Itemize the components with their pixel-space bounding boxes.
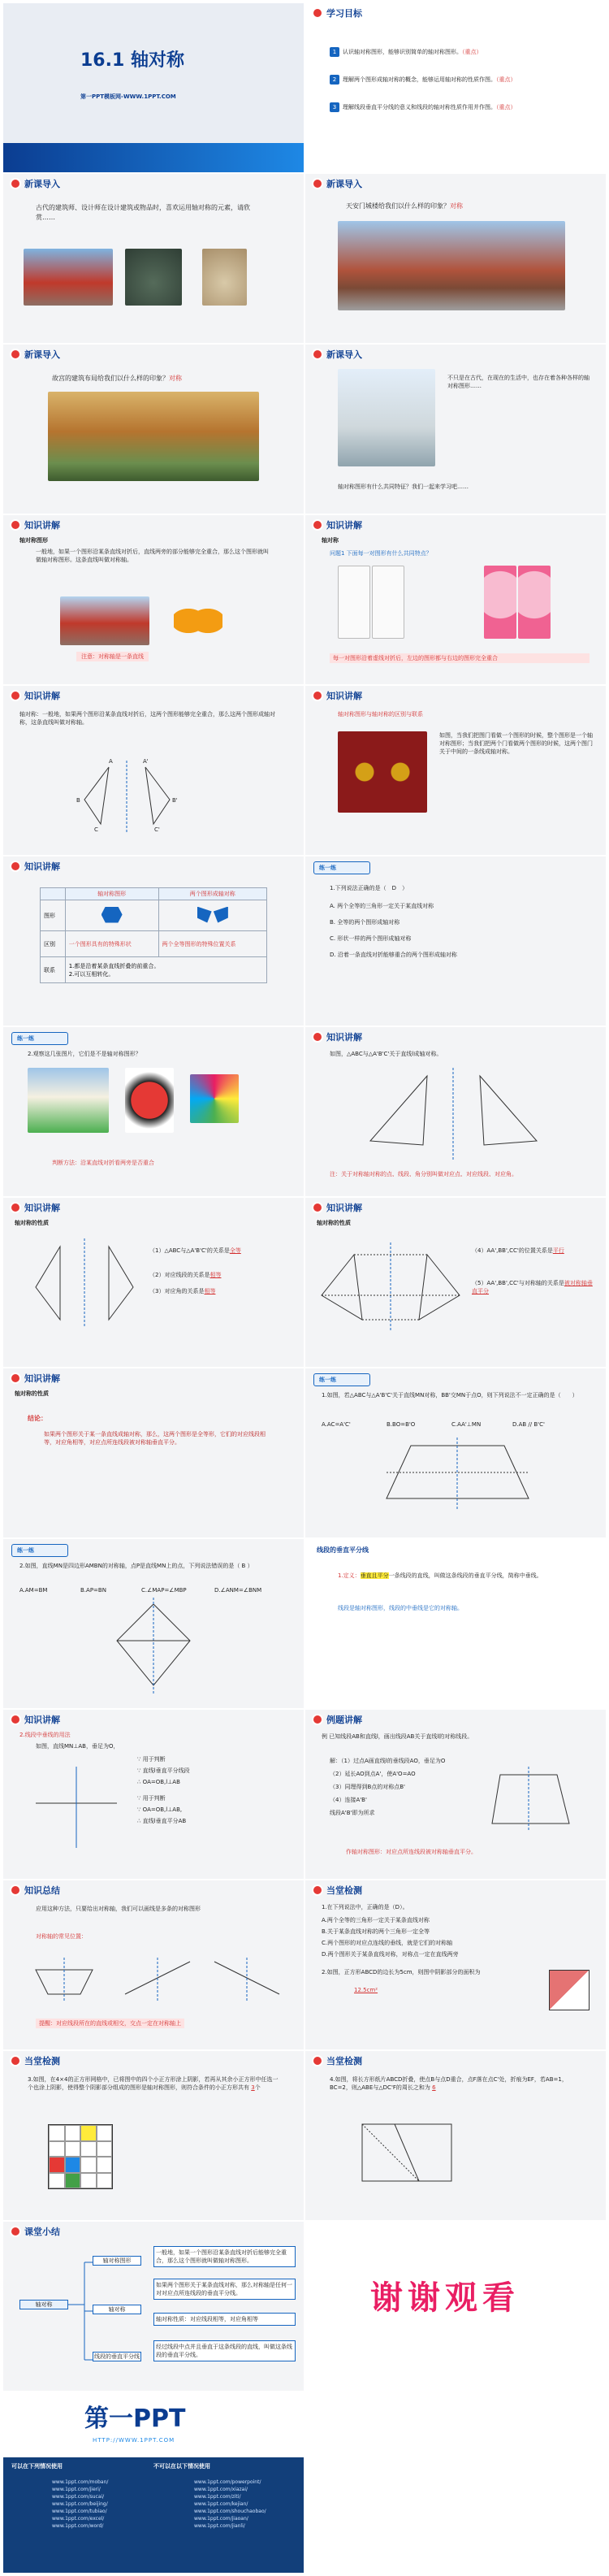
promo-left-title: 可以在下列情况使用 [11,2463,63,2470]
summary-detail-2: 如果两个图形关于某条直线对称，那么对称轴是任何一对对应点所连线段的垂直平分线。 [153,2279,296,2300]
slide-20-definition [338,1572,590,1580]
bullet-icon [313,1886,322,1894]
slide-3[interactable] [3,174,304,343]
slide-11[interactable] [3,856,304,1026]
slide-25[interactable] [3,2051,304,2220]
slide-5-title: 新课导入 [24,349,60,360]
slide-2-title: 学习目标 [326,8,362,19]
option-c: C.∠MAP=∠MBP [141,1587,187,1594]
slide-5-question [52,374,182,384]
bullet-icon [313,180,322,188]
slide-10-body: 如图，当我们把图门看做一个图形的时候，整个图形是一个轴对称图形；当我们把两个门看做两个图形的时候，这两个图门关于中间的一条线成轴对称。 [439,732,593,755]
slide-23-note: 提醒：对应线段所在的直线或相交，交点一定在对称轴上 [36,2019,184,2028]
step-5: ∵ OA=OB,l⊥AB, [137,1806,183,1813]
slide-26[interactable] [305,2051,606,2220]
option-a: A.AM=BM [19,1587,48,1594]
step-3: ∴ OA=OB,l⊥AB [137,1779,180,1785]
summary-detail-4: 经过线段中点并且垂直于这条线段的直线，叫做这条线段的垂直平分线。 [153,2340,296,2361]
promo-link-l6[interactable]: www.1ppt.com/word/ [52,2523,104,2529]
bullet-icon [11,521,19,529]
slide-22-note: 作轴对称图形：对应点所连线段被对称轴垂直平分。 [346,1849,477,1855]
slide-24[interactable] [305,1880,606,2049]
option-a: A. 两个全等的三角形一定关于某直线对称 [330,903,434,909]
bronze-vessel-photo [125,249,182,306]
table-head-1: 轴对称图形 [65,888,158,900]
pinwheel-image [190,1074,239,1123]
palace-axis-photo [60,596,149,645]
opera-mask-image [125,1068,174,1133]
trapezoid-diagram [305,1368,606,1537]
objective-1 [330,47,598,57]
promo-link-r4[interactable]: www.1ppt.com/shouchaobao/ [194,2509,266,2514]
slide-25-tail: 个 [254,2084,261,2091]
grid-cell [49,2125,65,2141]
slide-3-titlebar [3,174,60,193]
slide-29[interactable] [3,2392,304,2573]
slide-24-q1: 1.在下列说法中，正确的是（D）。 [322,1904,408,1910]
slide-17-lead: 结论： [28,1415,47,1422]
grid-cell [97,2173,113,2189]
grid-cell [65,2157,81,2173]
table-cell-relation: 1.都是沿着某条直线折叠的前重合。 2.可以互相转化。 [65,957,266,983]
slide-8-title: 知识讲解 [326,520,362,531]
slide-26-ans: 6 [432,2084,436,2091]
practice-badge [313,861,370,874]
slide-23[interactable] [3,1880,304,2049]
slide-10[interactable] [305,686,606,855]
property-2-text: （2）对应线段的关系是 [149,1272,210,1278]
label-A: A [109,758,113,765]
bullet-icon [313,521,322,529]
step-4: ∵ 用于判断 [137,1795,166,1802]
slide-4-title: 新课导入 [326,179,362,189]
peppa-right-image [518,566,551,639]
property-2 [149,1271,296,1279]
slide-20[interactable] [305,1539,606,1708]
label-A-prime: A' [143,758,149,765]
summary-detail-3: 轴对称性质：对应线段相等，对应角相等 [153,2313,296,2326]
option-b: B.AP=BN [80,1587,106,1594]
slide-26-q-text: 4.如图，将长方形纸片ABCD折叠，使点B与点D重合，点F落在点C'处，折痕为EF，若AB=1，BC=2，则△ABE与△DC'F的周长之和为 [330,2076,568,2091]
slide-25-q-text: 3.如图，在4×4的正方形网格中，已将图中的四个小正方形涂上阴影，若再从其余小正方形中任选一个也涂上阴影，使得整个阴影部分组成的图形是轴对称图形，则符合条件的小正方形共有 [28,2076,279,2091]
practice-badge-text: 练一练 [319,1377,336,1383]
tiananmen-photo [338,221,565,310]
promo-link-r6[interactable]: www.1ppt.com/jianli/ [194,2523,245,2529]
red-gate-photo [338,731,427,813]
slide-17-sub: 轴对称的性质 [15,1390,49,1397]
step-2: ∵ 直线l垂直平分线段 [137,1767,190,1774]
promo-link-l0[interactable]: www.1ppt.com/moban/ [52,2479,109,2485]
objective-3 [330,102,598,112]
slide-5-q-text: 故宫的建筑布局给我们以什么样的印象？ [52,375,169,382]
modern-building-photo [338,369,435,466]
door-right-image [372,566,404,639]
promo-link-r2[interactable]: www.1ppt.com/ziti/ [194,2494,241,2500]
table-cell-shape-a [65,900,158,931]
slide-7-titlebar [3,515,60,535]
summary-detail-1: 一般地，如果一个图形沿某条直线对折后能够完全重合，那么这个图形就叫做轴对称图形。 [153,2246,296,2267]
promo-logo: 第一PPT [84,2405,186,2433]
option-b: B.BO=B'O [387,1421,416,1428]
promo-right-title: 不可以在以下情况使用 [153,2463,210,2470]
palace-photo [24,249,113,306]
slide-10-sub: 轴对称图形与轴对称的区别与联系 [338,711,423,718]
table-cell-text: 一个图形具有的特殊形状 [68,940,132,948]
definition-rest: 一条线段的直线，叫做这条线段的垂直平分线，简称中垂线。 [388,1572,542,1579]
slide-16-title: 知识讲解 [326,1203,362,1213]
table-cell-shape-b [158,900,267,931]
grid-cell [65,2173,81,2189]
slide-18[interactable] [305,1368,606,1537]
slide-15[interactable] [3,1198,304,1367]
property-1-text: （1）△ABC与△A'B'C'的关系是 [149,1247,230,1254]
option-a: A.AC=A'C' [322,1421,351,1428]
option-b: B.关于某条直线对称的两个三角形一定全等 [322,1928,430,1935]
kite-diagram [3,1539,304,1708]
summary-root: 轴对称 [19,2300,68,2309]
slide-1-bottom-band [3,143,304,172]
slide-5[interactable] [3,345,304,514]
promo-link-r0[interactable]: www.1ppt.com/powerpoint/ [194,2479,261,2485]
door-left-image [338,566,370,639]
grid-cell [97,2157,113,2173]
slide-1[interactable] [3,3,304,172]
table-row-key: 图形 [41,900,66,931]
slide-17[interactable] [3,1368,304,1537]
bullet-icon [11,350,19,358]
solution-step-5: 线段A'B'即为所求 [330,1810,375,1816]
slide-7-note: 注意：对称轴是一条直线 [76,652,149,661]
slide-5-titlebar [3,345,60,364]
slide-3-title: 新课导入 [24,179,60,189]
slide-16[interactable] [305,1198,606,1367]
promo-link-r1[interactable]: www.1ppt.com/xiazai/ [194,2487,248,2492]
bullet-icon [11,2057,19,2065]
triangle-pair-diagram-2 [3,1198,304,1367]
slide-7[interactable] [3,515,304,684]
slide-6-titlebar [305,345,362,364]
promo-link-l2[interactable]: www.1ppt.com/sucai/ [52,2494,105,2500]
practice-badge-text: 练一练 [17,1547,34,1554]
slide-6-question: 轴对称图形有什么共同特征？我们一起来学习吧…… [338,484,469,490]
label-C: C [94,826,98,833]
slide-25-question [28,2075,279,2092]
slide-14-sub: 如图，△ABC与△A'B'C'关于直线l成轴对称。 [330,1051,443,1057]
slide-25-titlebar [3,2051,60,2071]
bullet-icon [11,862,19,870]
slide-5-hl: 对称 [169,375,182,382]
property-1-ans: 全等 [229,1247,241,1254]
label-B: B [76,797,80,804]
property-4-text: （4）AA',BB',CC'的位置关系是 [472,1247,553,1254]
property-3 [149,1287,296,1295]
bullet-icon [313,692,322,700]
objective-3-num: 3 [330,102,339,112]
slide-22[interactable] [305,1710,606,1879]
option-c: C.AA'⊥MN [451,1421,482,1428]
slide-4-hl: 对称 [450,202,463,210]
property-5-ans: 被对称轴垂直平分 [472,1280,593,1295]
slide-4-titlebar [305,174,362,193]
slide-12[interactable] [305,856,606,1026]
slide-21-sub: 2.线段中垂线的用法 [19,1732,71,1738]
grid-cell [80,2157,97,2173]
grid-cell [80,2173,97,2189]
promo-link-l5[interactable]: www.1ppt.com/excel/ [52,2516,105,2522]
grid-4x4 [48,2124,113,2189]
grid-cell [49,2157,65,2173]
property-4 [472,1247,598,1255]
slide-17-body: 如果两个图形关于某一条直线成轴对称，那么，这两个图形是全等形，它们的对应线段相等，对应角相等，对应点所连线段被对称轴垂直平分。 [44,1431,266,1446]
label-B-prime: B' [172,797,178,804]
slide-8-titlebar [305,515,362,535]
slide-8-note: 每一对图形沿着虚线对折后，左边的图形都与右边的图形完全重合 [330,653,590,663]
solution-step-3: （3）同理得到B点的对称点B' [330,1784,405,1790]
slide-13-note: 判断方法：沿某直线对折看两旁是否重合 [52,1160,154,1166]
slide-23-title: 知识总结 [24,1885,60,1896]
step-1: ∵ 用于判断 [137,1756,166,1763]
property-1 [149,1247,296,1255]
option-c: C.两个图形的对应点连线的垂线，就是它们的对称轴 [322,1940,453,1946]
slide-4-question [346,202,463,211]
slide-21[interactable] [3,1710,304,1879]
property-2-ans: 相等 [209,1272,222,1278]
promo-link-r3[interactable]: www.1ppt.com/kejian/ [194,2501,248,2507]
slide-22-title: 例题讲解 [326,1715,362,1725]
table-row-key: 联系 [41,957,66,983]
slide-6-body: 不只是在古代，在现在的生活中，也存在着各种各样的轴对称图形…… [447,375,590,389]
bullet-icon [313,350,322,358]
slide-6[interactable] [305,345,606,514]
slide-11-titlebar [3,856,60,876]
solution-step-1: 解：（1）过点A画直线l的垂线段AO，垂足为O [330,1758,446,1764]
comparison-table [40,887,267,983]
objective-1-hl: （重点） [462,49,482,55]
option-d: D. 沿着一条直线对折能够重合的两个图形成轴对称 [330,952,457,958]
table-cell [65,931,158,957]
property-5-text: （5）AA',BB',CC'与对称轴的关系是 [472,1280,564,1286]
slide-3-body: 古代的建筑师、设计师在设计建筑或物品时，喜欢运用轴对称的元素，请欣赏…… [36,204,250,221]
grid-cell [49,2173,65,2189]
table-row-key: 区别 [41,931,66,957]
slide-21-body: 如图，直线MN⊥AB，垂足为O， [36,1743,119,1750]
slide-20-note: 线段是轴对称图形，线段的中垂线是它的对称轴。 [338,1605,463,1611]
practice-badge [11,1032,68,1045]
slide-23-body: 应用这种方法，只要给出对称轴，我们可以画线是多条的对称图形 [36,1906,201,1912]
slide-6-title: 新课导入 [326,349,362,360]
grid-cell [65,2125,81,2141]
option-d: D.AB // B'C' [512,1421,545,1428]
objective-2-num: 2 [330,75,339,85]
slide-14-title: 知识讲解 [326,1032,362,1043]
slide-13-question: 2.观察这几张图片，它们是不是轴对称图形？ [28,1051,141,1057]
solution-step-2: （2）延长AO到点A'，使A'O=AO [330,1771,416,1777]
slide-15-title: 知识讲解 [24,1203,60,1213]
vase-photo [202,249,247,306]
forbidden-city-photo [48,392,259,481]
slide-24-q2: 2.如图，正方形ABCD的边长为5cm，则图中阴影部分的面积为 [322,1969,481,1975]
slide-9-title: 知识讲解 [24,691,60,701]
slide-10-titlebar [305,686,362,705]
quad-left-icon [197,907,212,923]
practice-badge-text: 练一练 [319,865,336,871]
promo-link-r5[interactable]: www.1ppt.com/jiaoan/ [194,2516,248,2522]
slide-2[interactable] [305,3,606,172]
grid-cell [65,2141,81,2158]
promo-link-l1[interactable]: www.1ppt.com/jieri/ [52,2487,101,2492]
slide-13[interactable] [3,1027,304,1196]
slide-21-title: 知识讲解 [24,1715,60,1725]
slide-25-ans: 3 [251,2084,255,2091]
shaded-square-figure [549,1970,590,2010]
option-d: D.两个图形关于某条直线对称，对称点一定在直线两旁 [322,1951,459,1958]
slide-19[interactable] [3,1539,304,1708]
slide-7-title: 知识讲解 [24,520,60,531]
slide-1-title: 16.1 轴对称 [80,50,184,71]
slide-4[interactable] [305,174,606,343]
slide-25-title: 当堂检测 [24,2056,60,2066]
slide-22-question: 例 已知线段AB和直线l，画出线段AB关于直线l的对称线段。 [322,1733,473,1740]
grid-cell [97,2141,113,2158]
objective-3-hl: （重点） [496,104,516,111]
objective-2 [330,75,598,85]
slide-24-ans: 12.5cm² [354,1987,378,1993]
definition-lead: 1.定义： [338,1572,361,1579]
property-3-text: （3）对应角的关系是 [149,1288,205,1295]
slide-17-title: 知识讲解 [24,1373,60,1384]
solution-step-4: （4）连接A'B' [330,1797,367,1803]
slide-26-title: 当堂检测 [326,2056,362,2066]
quad-right-icon [214,907,228,923]
slide-23-sub: 对称轴的常见位置： [36,1933,87,1940]
table-head-2: 两个图形成轴对称 [158,888,267,900]
slide-20-title: 线段的垂直平分线 [317,1546,369,1554]
slide-10-title: 知识讲解 [326,691,362,701]
slide-14-note: 注：关于对称轴对称的点、线段、角分别叫做对应点、对应线段、对应角。 [330,1171,517,1177]
option-b: B. 全等的两个图形成轴对称 [330,919,400,926]
objective-1-num: 1 [330,47,339,57]
slide-17-titlebar [3,1368,60,1388]
slide-7-sub: 轴对称图形 [19,537,48,544]
option-a: A.两个全等的三角形一定关于某条直线对称 [322,1917,430,1923]
slide-28[interactable] [305,2222,606,2391]
bullet-icon [11,1374,19,1382]
slide-9[interactable] [3,686,304,855]
bullet-icon [11,180,19,188]
slide-24-titlebar [305,1880,362,1900]
slide-27[interactable] [3,2222,304,2391]
slide-4-q-text: 天安门城楼给我们以什么样的印象？ [346,202,450,210]
slide-8-q1: 问题1 下面每一对图形有什么共同特点？ [330,550,432,557]
property-4-ans: 平行 [552,1247,564,1254]
definition-highlight: 垂直且平分 [360,1572,389,1579]
option-c: C. 形状一样的两个图形成轴对称 [330,935,412,942]
castle-photo [28,1068,109,1133]
table-head-0 [41,888,66,900]
hexagon-icon [102,907,123,923]
slide-16-sub: 轴对称的性质 [317,1220,351,1226]
slide-12-question: 1.下列说法正确的是（ D ） [330,885,408,891]
grid-cell [80,2141,97,2158]
slide-7-body: 一般地，如果一个图形沿某条直线对折后，直线两旁的部分能够完全重合，那么这个图形就叫做轴对称图形。这条直线叫做对称轴。 [36,549,269,563]
slide-1-subtitle: 第一PPT模板网-WWW.1PPT.COM [80,93,176,100]
promo-link-l4[interactable]: www.1ppt.com/tubiao/ [52,2509,107,2514]
peppa-left-image [484,566,516,639]
slide-8-sub: 轴对称 [322,537,339,544]
label-C-prime: C' [154,826,160,833]
objective-2-text: 理解两个图形成轴对称的概念，能够运用轴对称的性质作图。 [343,76,496,83]
butterfly-image [174,596,222,645]
table-cell [158,931,267,957]
thanks-text: 谢谢观看 [370,2279,520,2317]
promo-url: HTTP://WWW.1PPT.COM [93,2437,175,2444]
slide-11-title: 知识讲解 [24,861,60,872]
slide-24-title: 当堂检测 [326,1885,362,1896]
objective-1-text: 认识轴对称图形，能够识别简单的轴对称图形。 [343,49,462,55]
slide-19-question: 2.如图，直线MN是四边形AMBN的对称轴，点P是直线MN上的点，下列说法错误的是（ B ） [19,1563,253,1569]
property-5 [472,1279,598,1295]
slide-8[interactable] [305,515,606,684]
slide-14[interactable] [305,1027,606,1196]
summary-node-1: 轴对称图形 [93,2256,141,2266]
table-cell-text: 两个全等图形的特殊位置关系 [162,940,236,948]
bullet-icon [313,9,322,17]
option-d: D.∠ANM=∠BNM [214,1587,262,1594]
grid-cell [80,2125,97,2141]
grid-cell [49,2141,65,2158]
objective-2-hl: （重点） [496,76,516,83]
triangle-pair-diagram [3,686,304,855]
objective-3-text: 理解线段垂直平分线的意义和线段的轴对称性质作用并作图。 [343,104,496,111]
summary-node-2: 轴对称 [93,2305,141,2314]
slide-27-title: 课堂小结 [24,2227,60,2237]
grid-cell [97,2125,113,2141]
promo-links-panel [3,2457,304,2573]
folded-rectangle-diagram [305,2051,606,2220]
step-6: ∴ 直线l垂直平分AB [137,1818,187,1824]
summary-node-3: 线段的垂直平分线 [94,2353,140,2360]
slide-15-sub: 轴对称的性质 [15,1220,49,1226]
property-3-ans: 相等 [204,1288,216,1295]
slide-2-titlebar [305,3,362,23]
slide-18-question: 1.如图，若△ABC与△A'B'C'关于直线MN对称，BB'交MN于点O，则下列说法不一定正确的是（ ） [322,1392,578,1399]
practice-badge-text: 练一练 [17,1035,34,1042]
slide-9-body: 轴对称：一般地，如果两个图形沿某条直线对折后，这两个图形能够完全重合，那么这两个图形成轴对称，这条直线叫做对称轴。 [19,711,275,726]
promo-link-l3[interactable]: www.1ppt.com/beijing/ [52,2501,108,2507]
